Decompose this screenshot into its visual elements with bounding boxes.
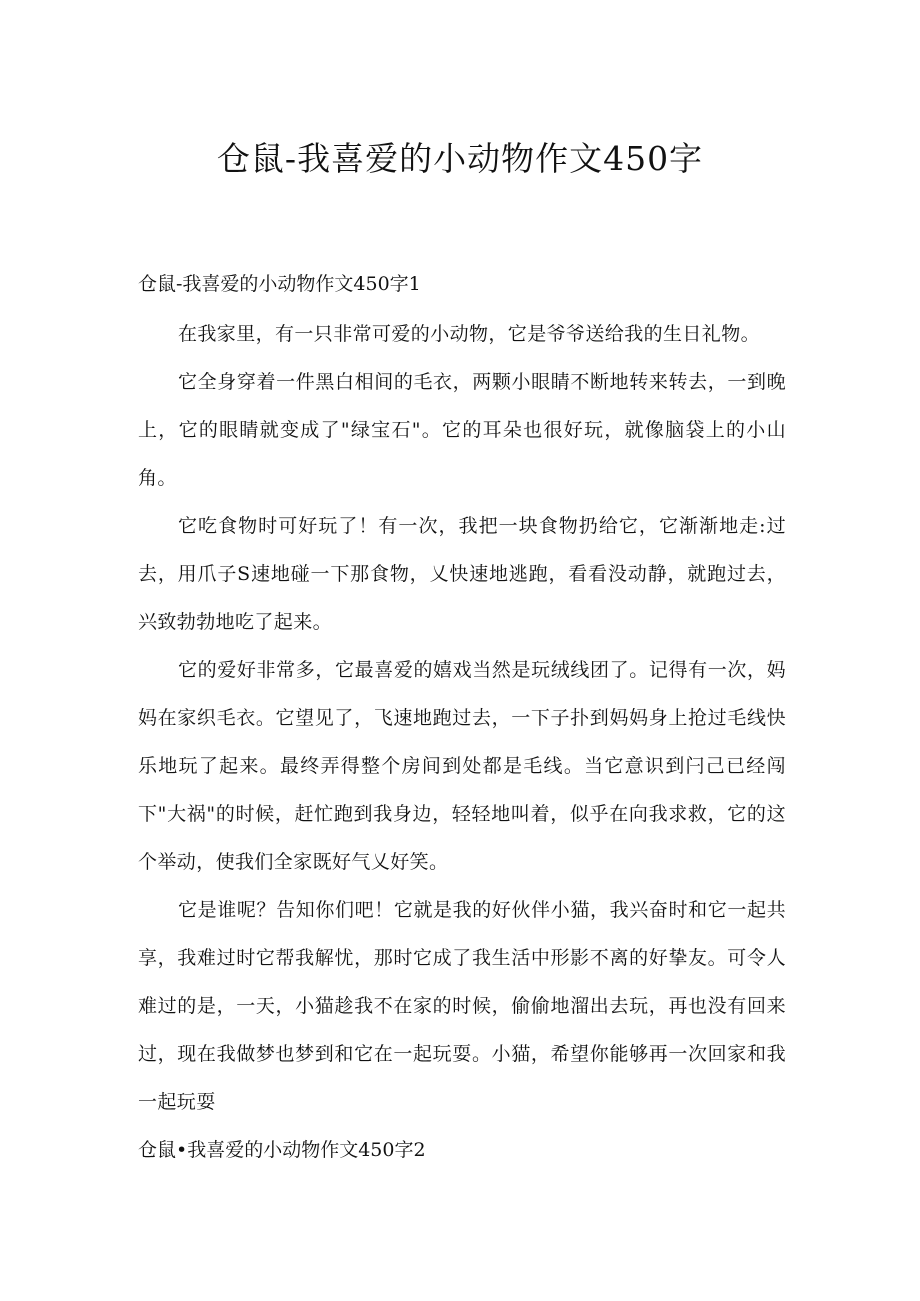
section-heading-1: 仓鼠-我喜爱的小动物作文450字1 [138, 273, 421, 295]
document-title: 仓鼠-我喜爱的小动物作文450字 [216, 139, 704, 178]
section-heading-2: 仓鼠•我喜爱的小动物作文450字2 [138, 1139, 426, 1161]
document-body [138, 262, 786, 1172]
paragraph-3: 它吃食物时可好玩了！有一次，我把一块食物扔给它，它渐渐地走:过去，用爪子S速地碰一下那食物，乂快速地逃跑，看看没动静，就跑过去，兴致勃勃地吃了起来。 [138, 515, 786, 633]
paragraph-1: 在我家里，有一只非常可爱的小动物，它是爷爷送给我的生日礼物。 [178, 323, 761, 345]
paragraph-2: 它全身穿着一件黑白相间的毛衣，两颗小眼睛不断地转来转去，一到晚上，它的眼睛就变成了"绿宝石"。它的耳朵也很好玩，就像脑袋上的小山角。 [138, 371, 786, 489]
paragraph-5: 它是谁呢？告知你们吧！它就是我的好伙伴小猫，我兴奋时和它一起共享，我难过时它帮我解忧，那时它成了我生活中形影不离的好挚友。可令人难过的是，一天，小猫趁我不在家的时候，偷偷地溜出去玩，再也没有回来过，现在我做梦也梦到和它在一起玩耍。小猫，希望你能够再一次回家和我一起玩耍 [138, 899, 786, 1113]
paragraph-4: 它的爱好非常多，它最喜爱的嬉戏当然是玩绒线团了。记得有一次，妈妈在家织毛衣。它望见了，飞速地跑过去，一下子扑到妈妈身上抢过毛线快乐地玩了起来。最终弄得整个房间到处都是毛线。当它意识到闩己已经闯下"大祸"的时候，赶忙跑到我身边，轻轻地叫着，似乎在向我求救，它的这个举动，使我们全家既好气乂好笑。 [138, 659, 786, 873]
